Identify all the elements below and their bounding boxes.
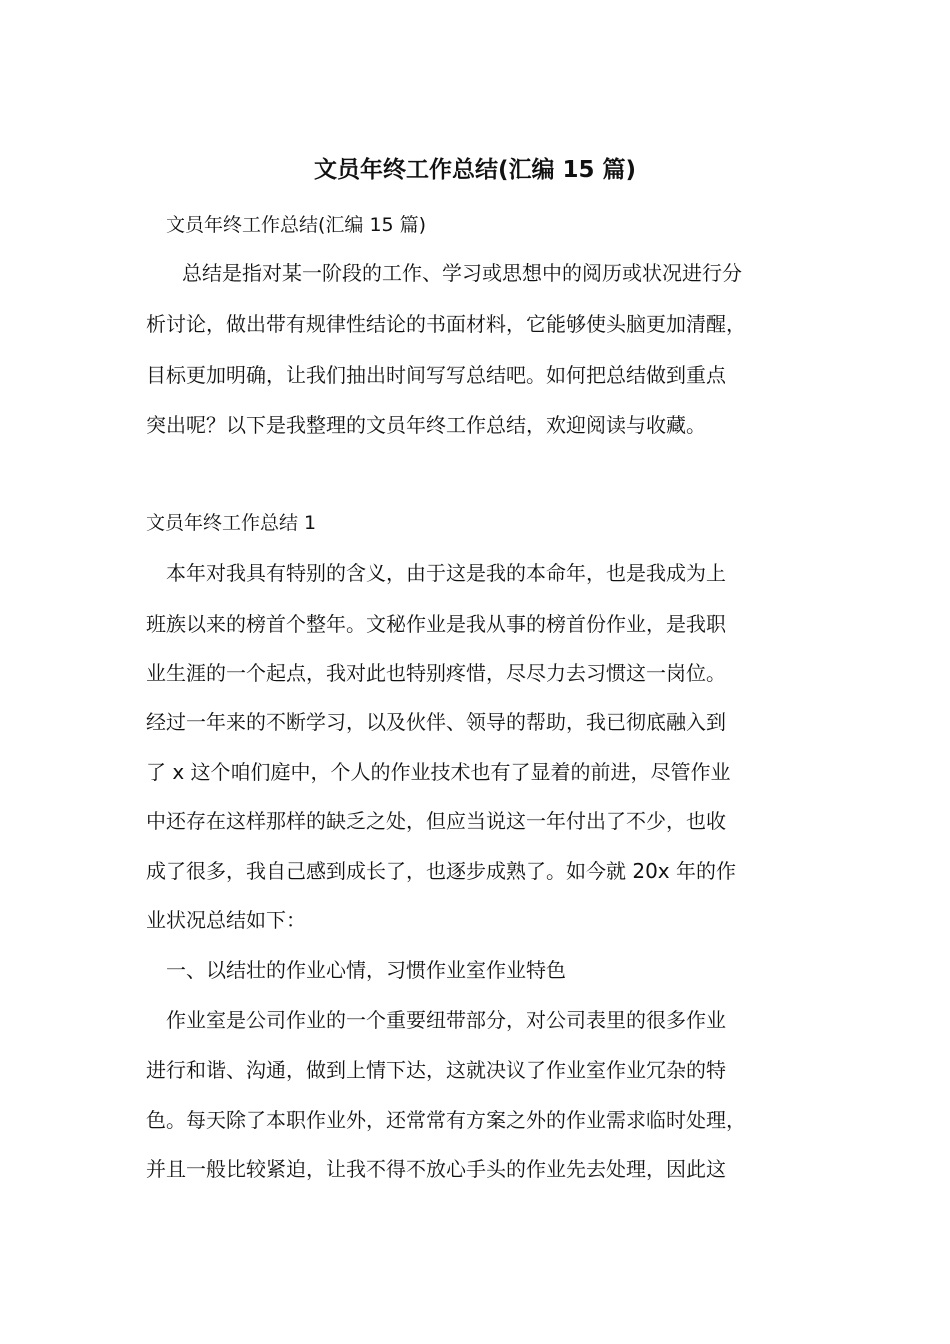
intro-line-3: 目标更加明确，让我们抽出时间写写总结吧。如何把总结做到重点 <box>146 363 726 387</box>
section1-line-4: 经过一年来的不断学习，以及伙伴、领导的帮助，我已彻底融入到 <box>146 710 726 734</box>
point1-line-4: 并且一般比较紧迫，让我不得不放心手头的作业先去处理，因此这 <box>146 1157 726 1181</box>
point1-line-1: 作业室是公司作业的一个重要纽带部分，对公司表里的很多作业 <box>166 1008 726 1032</box>
intro-line-2: 析讨论，做出带有规律性结论的书面材料，它能够使头脑更加清醒， <box>146 312 746 336</box>
section1-line-3: 业生涯的一个起点，我对此也特别疼惜，尽尽力去习惯这一岗位。 <box>146 661 726 685</box>
section1-line-7: 成了很多，我自己感到成长了，也逐步成熟了。如今就 20x 年的作 <box>146 859 736 883</box>
section1-line-6: 中还存在这样那样的缺乏之处，但应当说这一年付出了不少，也收 <box>146 809 726 833</box>
document-subtitle: 文员年终工作总结(汇编 15 篇) <box>166 214 427 236</box>
point1-line-3: 色。每天除了本职作业外，还常常有方案之外的作业需求临时处理， <box>146 1108 746 1132</box>
section-heading-1: 文员年终工作总结 1 <box>146 512 317 534</box>
point-heading-1: 一、以结壮的作业心情，习惯作业室作业特色 <box>166 958 566 982</box>
document-title: 文员年终工作总结(汇编 15 篇) <box>313 157 637 183</box>
section1-line-8: 业状况总结如下： <box>146 908 306 932</box>
section1-line-5: 了 x 这个咱们庭中，个人的作业技术也有了显着的前进，尽管作业 <box>146 760 731 784</box>
intro-line-1: 总结是指对某一阶段的工作、学习或思想中的阅历或状况进行分 <box>182 261 742 285</box>
point1-line-2: 进行和谐、沟通，做到上情下达，这就决议了作业室作业冗杂的特 <box>146 1058 726 1082</box>
intro-line-4: 突出呢？以下是我整理的文员年终工作总结，欢迎阅读与收藏。 <box>146 413 706 437</box>
section1-line-1: 本年对我具有特别的含义，由于这是我的本命年，也是我成为上 <box>166 561 726 585</box>
section1-line-2: 班族以来的榜首个整年。文秘作业是我从事的榜首份作业，是我职 <box>146 612 726 636</box>
